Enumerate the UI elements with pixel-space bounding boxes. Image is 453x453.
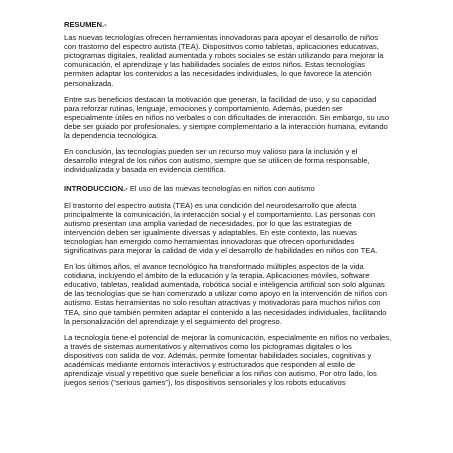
resumen-paragraph-1: Las nuevas tecnologías ofrecen herramientas innovadoras para apoyar el desarrollo de niños con trastorno del espectro autista (TEA). Dispositivos como tabletas, aplicaciones educativas, pictogramas digitales, realidad aumentada y robots sociales se están utilizando para mejorar la comunicación, el aprendizaje y las habilidades sociales de estos niños. Estas tecnologías permiten adaptar los contenidos a las necesidades individuales, lo que favorece la atención personalizada. [64, 33, 384, 88]
introduccion-paragraph-1: El trastorno del espectro autista (TEA) es una condición del neurodesarrollo que afecta principalmente la comunicación, la interacción social y el comportamiento. Las personas con autismo presentan una amplia variedad de necesidades, por lo que las estrategias de intervención deben ser igualmente diversas y adaptables. En este contexto, las nuevas tecnologías han emergido como herramientas innovadoras que ofrecen oportunidades significativas para mejorar la calidad de vida y el desarrollo de habilidades en niños con TEA. [64, 200, 378, 255]
introduccion-lead-line [64, 184, 392, 193]
introduccion-paragraph-2: En los últimos años, el avance tecnológico ha transformado múltiples aspectos de la vida cotidiana, incluyendo el ámbito de la educación y la terapia. Aplicaciones móviles, software educativo, tabletas, realidad aumentada, robótica social e inteligencia artificial son solo algunas de las tecnologías que se han comenzado a utilizar como apoyo en la intervención de niños con autismo. Estas herramientas no solo resultan atractivas y motivadoras para muchos niños con TEA, sino que también permiten adaptar el contenido a las necesidades individuales, facilitando la personalización del aprendizaje y el seguimiento del progreso. [64, 262, 387, 326]
introduccion-heading: INTRODUCCION.- [64, 184, 128, 194]
introduccion-lead-text: El uso de las nuevas tecnologías en niños con autismo [127, 184, 315, 194]
resumen-paragraph-2: Entre sus beneficios destacan la motivación que generan, la facilidad de uso, y su capacidad para reforzar rutinas, lenguaje, emociones y comportamiento. Además, pueden ser especialmente útiles en niños no verbales o con dificultades de interacción. Sin embargo, su uso debe ser guiado por profesionales, y siempre complementario a la interacción humana, evitando la dependencia tecnológica. [64, 94, 390, 141]
resumen-paragraph-3: En conclusión, las tecnologías pueden ser un recurso muy valioso para la inclusión y el desarrollo integral de los niños con autismo, siempre que se utilicen de forma responsable, individualizada y basada en evidencia científica. [64, 147, 370, 175]
introduccion-paragraph-3: La tecnología tiene el potencial de mejorar la comunicación, especialmente en niños no verbales, a través de sistemas aumentativos y alternativos como los pictogramas digitales o los dispositivos con salida de voz. Además, permite fomentar habilidades sociales, cognitivas y académicas mediante entornos interactivos y estructurados que responden al estilo de aprendizaje visual y repetitivo que suele beneficiar a los niños con autismo. Por otro lado, los juegos serios (“serious games”), los dispositivos sensoriales y los robots educativos [64, 332, 392, 388]
resumen-heading: RESUMEN.- [64, 20, 107, 29]
